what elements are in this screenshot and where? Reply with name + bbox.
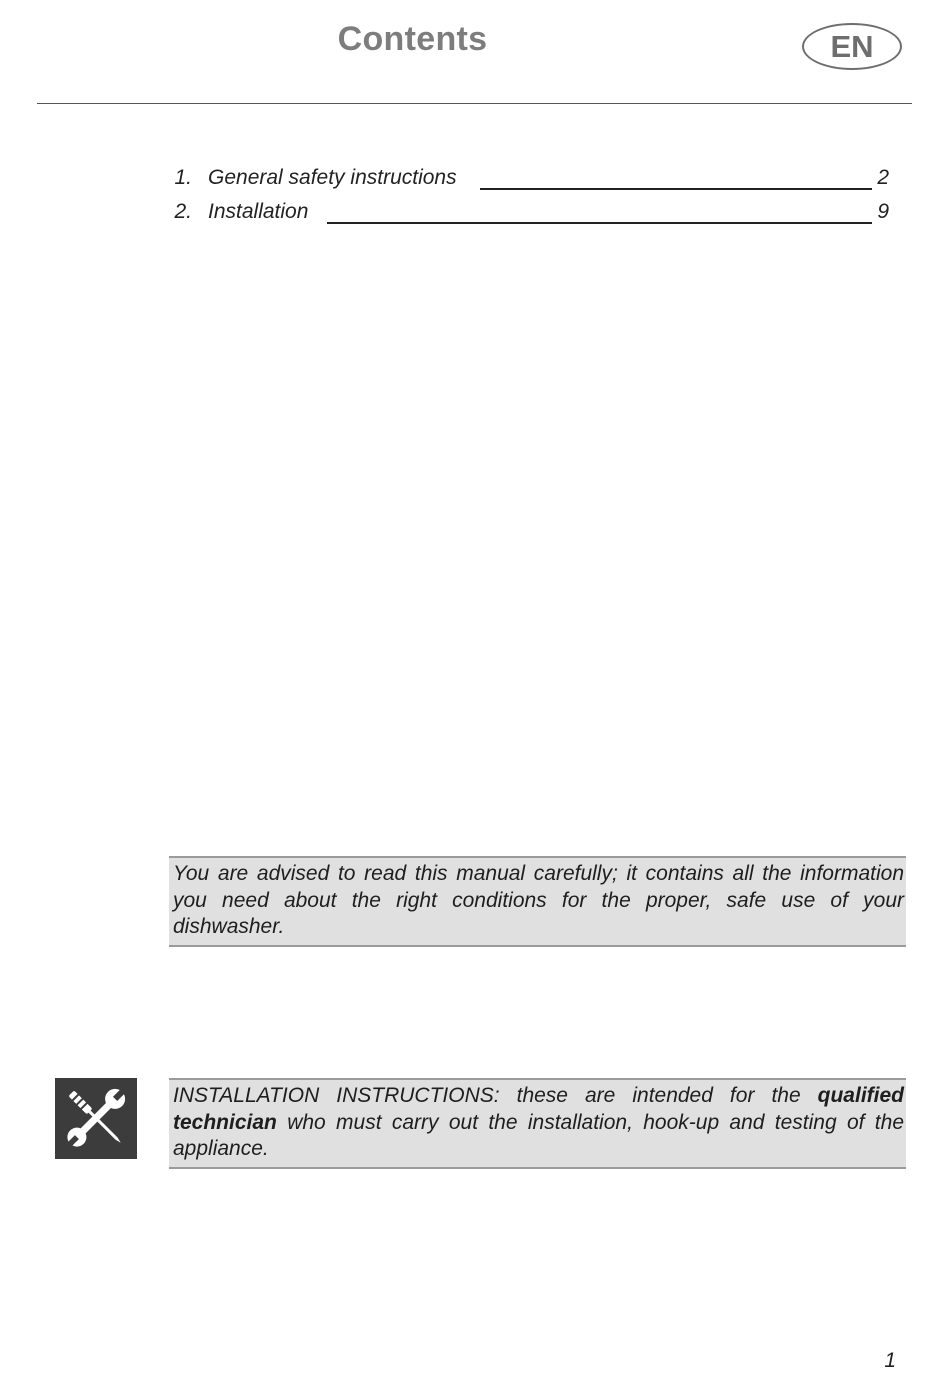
toc-entry-label: General safety instructions bbox=[208, 166, 457, 189]
wrench-screwdriver-icon bbox=[55, 1078, 137, 1159]
toc-entry-general-safety[interactable] bbox=[160, 163, 895, 193]
toc-entry-page: 9 bbox=[877, 200, 889, 223]
installation-note-suffix: who must carry out the installation, hook-up and testing of the appliance. bbox=[173, 1110, 904, 1160]
toc-leader-line bbox=[480, 188, 872, 190]
toc-leader-line bbox=[327, 222, 872, 224]
header-divider bbox=[37, 103, 912, 104]
language-badge: EN bbox=[802, 23, 902, 70]
advice-note-text: You are advised to read this manual carefully; it contains all the information you need about the right conditions for the proper, safe use of your dishwasher. bbox=[173, 862, 904, 938]
installation-note bbox=[169, 1078, 906, 1169]
installation-note-emphasis: qualified technician bbox=[173, 1084, 904, 1134]
page-title: Contents bbox=[337, 20, 488, 58]
toc-entry-number: 2. bbox=[174, 200, 192, 223]
toc-entry-label: Installation bbox=[208, 200, 309, 223]
page-number: 1 bbox=[884, 1349, 896, 1372]
installation-note-prefix: INSTALLATION INSTRUCTIONS: these are intended for the bbox=[173, 1084, 818, 1107]
toc-entry-number: 1. bbox=[174, 166, 192, 189]
advice-note bbox=[169, 856, 906, 947]
toc-entry-installation[interactable] bbox=[160, 197, 895, 227]
toc-entry-page: 2 bbox=[877, 166, 889, 189]
